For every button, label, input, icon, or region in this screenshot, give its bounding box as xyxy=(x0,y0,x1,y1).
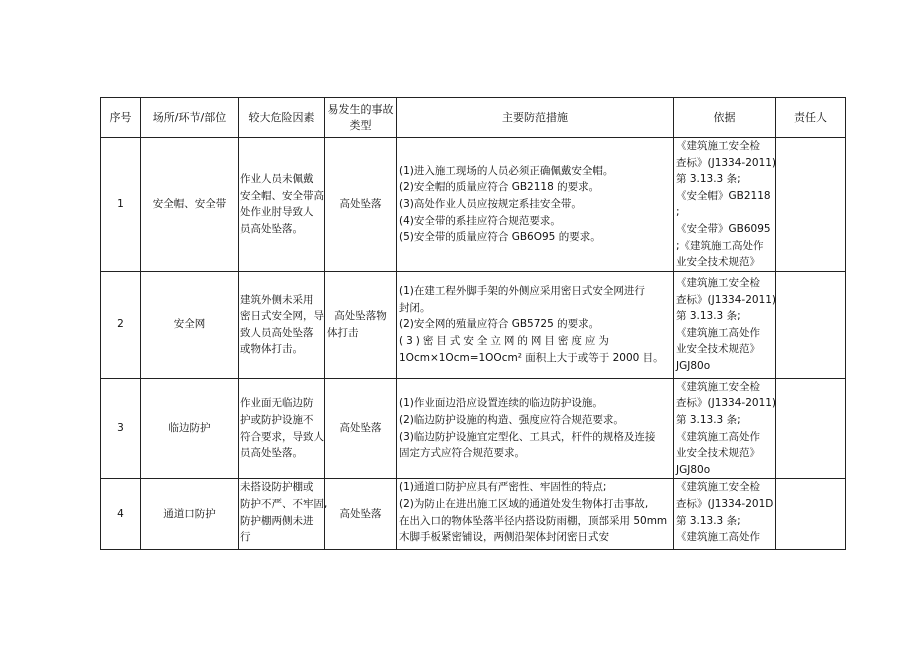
row-place: 通道口防护 xyxy=(141,479,239,550)
measure-line: (1)通道口防护应具有严密性、牢固性的特点; xyxy=(399,481,607,494)
table-row xyxy=(101,378,846,479)
row-owner[interactable] xyxy=(776,479,846,550)
risk-line: 安全帽、安全带高 xyxy=(240,189,324,202)
basis-line: 第 3.13.3 条; xyxy=(676,310,741,323)
measure-line: 在出入口的物体坠落半径内搭设防雨棚，顶部采用 50mm xyxy=(399,514,668,527)
row-number: 1 xyxy=(101,138,141,272)
row-basis xyxy=(674,138,776,272)
hazard-table xyxy=(100,97,846,550)
basis-line: 《建筑施工安全检 xyxy=(676,140,760,152)
row-accident: 高处坠落 xyxy=(325,138,397,272)
measure-line: (4)安全带的系挂应符合规范要求。 xyxy=(399,214,561,227)
header-row xyxy=(101,98,846,138)
risk-line: 员高处坠落。 xyxy=(240,222,303,235)
basis-line: 查标》(J1334-2011) xyxy=(676,293,777,306)
row-measures xyxy=(397,378,674,479)
row-basis xyxy=(674,479,776,550)
measure-line: 固定方式应符合规范要求。 xyxy=(399,447,525,460)
row-place: 临边防护 xyxy=(141,378,239,479)
risk-line: 处作业肘导致人 xyxy=(240,206,314,219)
header-measures: 主要防范措施 xyxy=(397,98,674,138)
row-measures xyxy=(397,479,674,550)
row-basis xyxy=(674,378,776,479)
header-risk: 较大危险因素 xyxy=(239,98,325,138)
basis-line: 查标》(J1334-201D xyxy=(676,497,774,510)
measure-line: (2)安全网的殖量应符合 GB5725 的要求。 xyxy=(399,318,600,331)
header-accident xyxy=(325,98,397,138)
basis-line: 业安全技术规范》 xyxy=(676,343,760,356)
basis-line: 《建筑施工安全检 xyxy=(676,481,760,494)
measure-line: (1)进入施工现场的人员必须正确佩戴安全帽。 xyxy=(399,164,614,177)
measure-line: 1Ocm×1Ocm=1OOcm² 面积上大于或等于 2000 目。 xyxy=(399,351,664,364)
risk-line: 或物体打击。 xyxy=(240,343,303,356)
basis-line: JGJ80o xyxy=(676,359,711,372)
row-owner[interactable] xyxy=(776,378,846,479)
row-accident: 高处坠落 xyxy=(325,378,397,479)
table-row xyxy=(101,271,846,378)
row-accident: 高处坠落 xyxy=(325,479,397,550)
measure-line: (1)作业面边沿应设置连续的临边防护设施。 xyxy=(399,397,603,410)
row-risk xyxy=(239,378,325,479)
basis-line: 《建筑施工安全检 xyxy=(676,380,760,393)
basis-line: 第 3.13.3 条; xyxy=(676,514,741,527)
accident-line: 体打击 xyxy=(327,326,359,339)
measure-line: (3)密目式安全立网的网目密度应为 xyxy=(399,335,612,348)
row-number: 4 xyxy=(101,479,141,550)
header-basis: 依据 xyxy=(674,98,776,138)
risk-line: 未搭设防护棚或 xyxy=(240,481,314,494)
basis-line: 查标》(J1334-2011) xyxy=(676,397,777,410)
row-number: 2 xyxy=(101,271,141,378)
accident-line: 高处坠落物 xyxy=(334,310,387,323)
row-risk xyxy=(239,138,325,272)
measure-line: (2)临边防护设施的构造、强度应符合规范要求。 xyxy=(399,413,624,426)
row-accident xyxy=(325,271,397,378)
row-measures xyxy=(397,271,674,378)
row-owner[interactable] xyxy=(776,271,846,378)
basis-line: ;《建筑施工高处作 xyxy=(676,239,764,252)
basis-line: 查标》(J1334-2011) xyxy=(676,156,777,169)
measure-line: 封闭。 xyxy=(399,301,431,314)
measure-line: (3)临边防护设施宜定型化、工具式，杆件的规格及连接 xyxy=(399,430,656,443)
risk-line: 建筑外侧未采用 xyxy=(240,293,314,306)
risk-line: 致人员高处坠落 xyxy=(240,326,314,339)
risk-line: 符合要求，导致人 xyxy=(240,430,324,443)
row-owner[interactable] xyxy=(776,138,846,272)
row-measures xyxy=(397,138,674,272)
risk-line: 员高处坠落。 xyxy=(240,447,303,460)
basis-line: 第 3.13.3 条; xyxy=(676,413,741,426)
row-risk xyxy=(239,479,328,550)
basis-line: 《安全帽》GB2118 xyxy=(676,189,771,202)
measure-line: 木脚手板紧密铺设，两侧沿架体封闭密日式安 xyxy=(399,531,609,544)
measure-line: (2)为防止在进出施工区域的通道处发生物体打击事故, xyxy=(399,497,649,510)
basis-line: JGJ80o xyxy=(676,463,711,476)
header-owner: 责任人 xyxy=(776,98,846,138)
risk-line: 防护棚两侧未进 xyxy=(240,514,314,527)
row-number: 3 xyxy=(101,378,141,479)
basis-line: 业安全技术规范》 xyxy=(676,256,760,269)
table-row xyxy=(101,479,846,550)
basis-line: 《建筑施工高处作 xyxy=(676,430,760,443)
measure-line: (5)安全带的质量应符合 GB6O95 的要求。 xyxy=(399,231,601,244)
risk-line: 密日式安全网，导 xyxy=(240,310,324,323)
row-risk xyxy=(239,271,325,378)
risk-line: 防护不严、不牢固, xyxy=(240,497,328,510)
measure-line: (1)在建工程外脚手架的外侧应采用密日式安全网进行 xyxy=(399,285,645,298)
basis-line: 《安全带》GB6095 xyxy=(676,222,771,235)
header-accident-line: 易发生的事故 xyxy=(327,102,394,116)
risk-line: 护或防护设施不 xyxy=(240,413,314,426)
row-place: 安全网 xyxy=(141,271,239,378)
risk-line: 行 xyxy=(240,531,251,544)
risk-line: 作业面无临边防 xyxy=(240,397,314,410)
header-accident-line: 类型 xyxy=(349,118,372,132)
basis-line: 第 3.13.3 条; xyxy=(676,173,741,186)
measure-line: (3)高处作业人员应按规定系挂安全带。 xyxy=(399,198,582,211)
row-place: 安全帽、安全带 xyxy=(141,138,239,272)
basis-line: 业安全技术规范》 xyxy=(676,447,760,460)
risk-line: 作业人员未佩戴 xyxy=(240,173,314,186)
header-no: 序号 xyxy=(101,98,141,138)
measure-line: (2)安全帽的质量应符合 GB2118 的要求。 xyxy=(399,181,600,194)
basis-line: 《建筑施工高处作 xyxy=(676,531,760,544)
basis-line: 《建筑施工高处作 xyxy=(676,326,760,339)
basis-line: ; xyxy=(676,206,680,219)
header-place: 场所/环节/部位 xyxy=(141,98,239,138)
row-basis xyxy=(674,271,776,378)
table-row xyxy=(101,138,846,272)
basis-line: 《建筑施工安全检 xyxy=(676,276,760,289)
